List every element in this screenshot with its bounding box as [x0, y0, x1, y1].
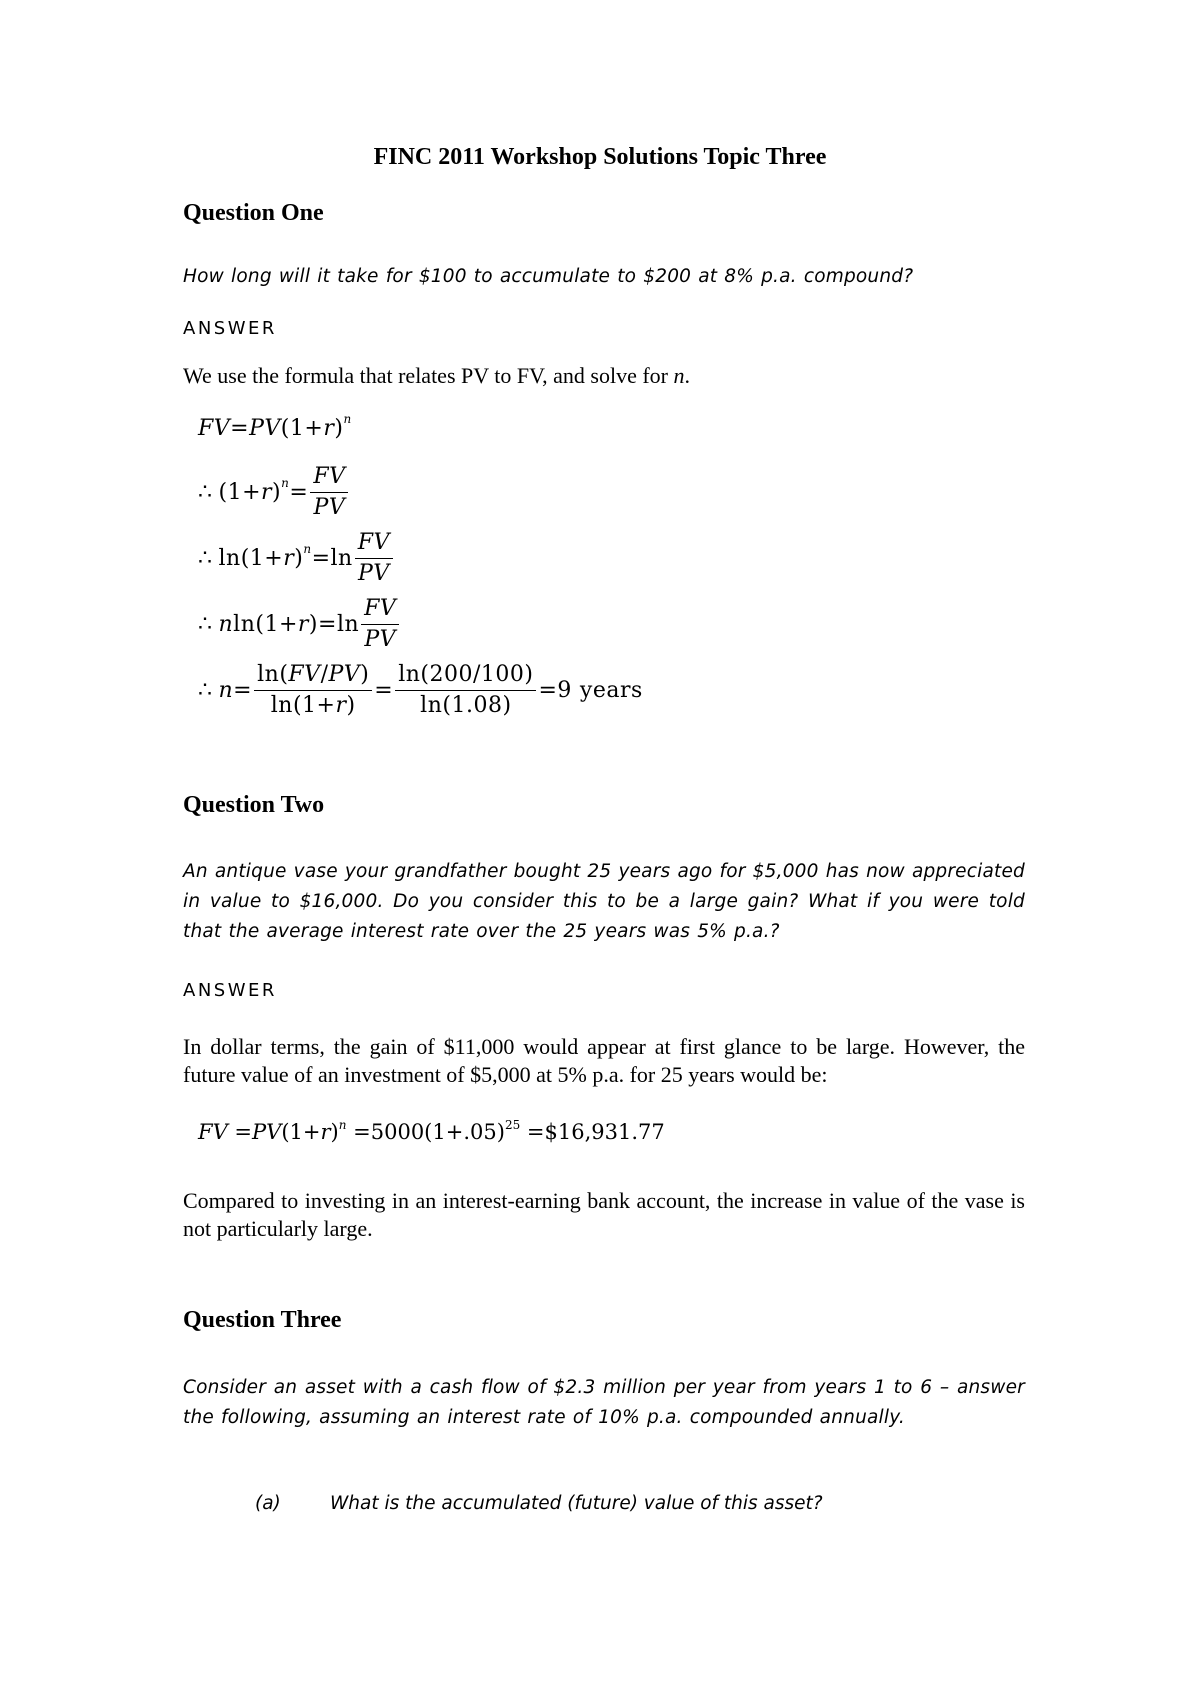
question-two-text: An antique vase your grandfather bought 25 years ago for $5,000 has now appreciated in value to $16,000. Do you consider this to be a large gain? What if you were told that the average interest rate over the 25 years was 5% p.a.? [183, 861, 1025, 942]
page-title: FINC 2011 Workshop Solutions Topic Three [373, 144, 827, 170]
question-two-heading: Question Two [183, 792, 325, 818]
intro-variable: n [673, 363, 685, 388]
question-two-answer-label: ANSWER [183, 980, 277, 1001]
equation-line-3: ∴ ln(1+ r ) n =ln $\frac{FV}{PV}$ [198, 528, 395, 589]
intro-period: . [684, 363, 690, 388]
question-one-intro [183, 362, 1025, 390]
question-three-text: Consider an asset with a cash flow of $2.3 million per year from years 1 to 6 – answer the following, assuming an interest rate of 10% p.a. compounded annually. [183, 1377, 1025, 1428]
equation-line-2: ∴ (1+ r ) n = $\frac{FV}{PV}$ [198, 462, 350, 523]
question-two-paragraph-1: In dollar terms, the gain of $11,000 would appear at first glance to be large. However, the future value of an investment of $5,000 at 5% p.a. for 25 years would be: [183, 1034, 1025, 1087]
equation-line-1: FV = PV (1+ r ) n [198, 411, 352, 441]
question-two-paragraph-2: Compared to investing in an interest-earning bank account, the increase in value of the vase is not particularly large. [183, 1188, 1025, 1241]
question-one-answer-label: ANSWER [183, 318, 277, 339]
equation-line-4: ∴ n ln(1+ r )=ln $\frac{FV}{PV}$ [198, 594, 401, 655]
equation-line-5: ∴ n = $\frac{\ln(FV/PV)}{\ln(1+r)}$ = $\frac{\ln(200/100)}{\ln(1.08)}$ =9 years [198, 662, 643, 718]
intro-text: We use the formula that relates PV to FV, and solve for [183, 363, 674, 388]
future-value-equation: FV $=PV(1+r)^n =5000(1+.05)^{25}$ =$16,931.77 [198, 1118, 665, 1144]
question-one-heading: Question One [183, 200, 324, 226]
question-three-heading: Question Three [183, 1307, 342, 1333]
sub-question-a-label: (a) [255, 1493, 281, 1514]
sub-question-a-text: What is the accumulated (future) value of this asset? [330, 1493, 823, 1514]
question-one-text: How long will it take for $100 to accumulate to $200 at 8% p.a. compound? [183, 266, 914, 287]
